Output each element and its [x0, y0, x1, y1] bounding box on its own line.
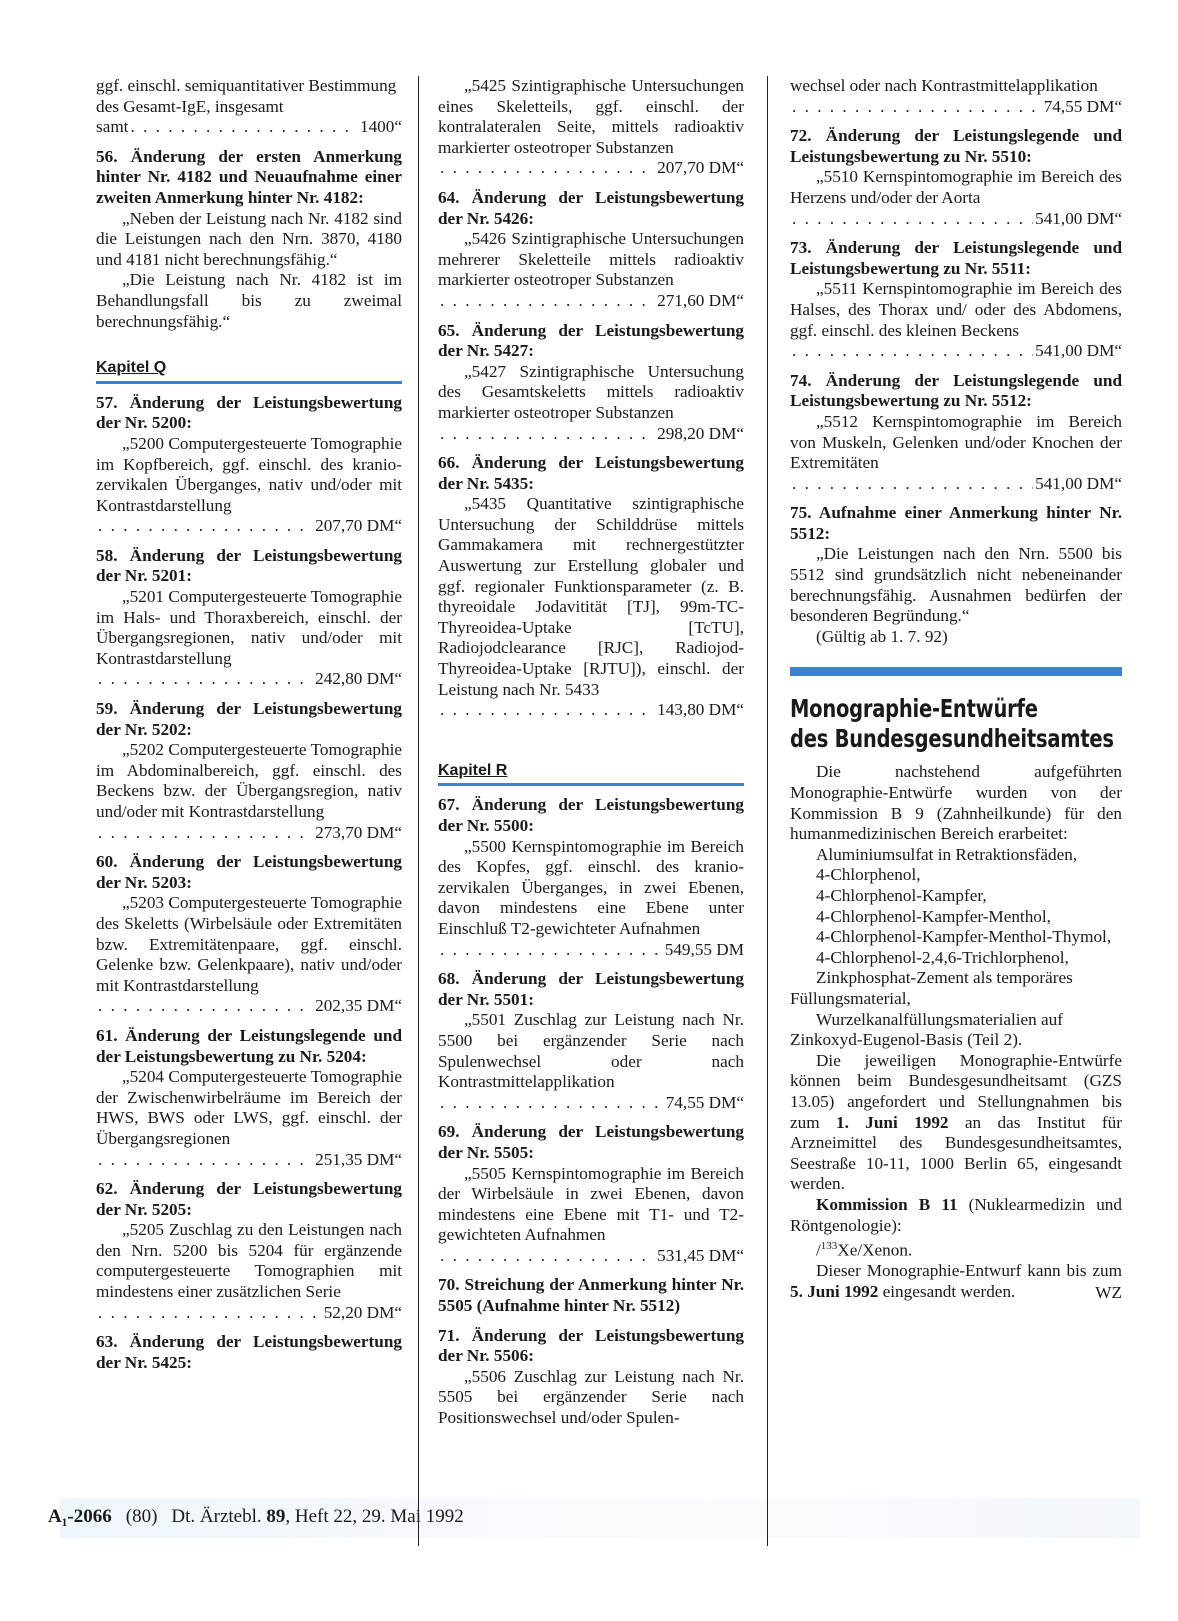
page-number: (80) [125, 1506, 158, 1527]
intro-paragraph: Die nachstehend aufgeführten Monographie-Entwürfe wurden von der Kommission B 9 (Zahnheilkunde) für den humanmedizinischen Bereich erarbeitet: [790, 762, 1122, 844]
validity-note: (Gültig ab 1. 7. 92) [816, 626, 948, 646]
heading-69: 69. Änderung der Leistungsbewertung der Nr. 5505: [438, 1122, 744, 1162]
entry-text: wechsel oder nach Kontrastmittelapplikation [790, 76, 1098, 95]
heading-57: 57. Änderung der Leistungsbewertung der Nr. 5200: [96, 392, 402, 433]
section-divider-bar [790, 667, 1122, 676]
entry-text: „5435 Quantitative szintigraphische Untersuchung der Schilddrüse mittels Gammakamera mit rechnergestützter Auswertung zur Erstellung globaler und ggf. regionaler Funktionsparameter (z. B. thyreoidale Jodavitität [TJ], 99m-TC-Thyreoidea-Uptake [TcTU], Radiojodclearance [RJC], Radiojod-Thyreoidea-Uptake [RJTU]), einschl. der Leistung nach Nr. 5433 [438, 494, 744, 699]
entry-price: 74,55 DM“ [665, 1092, 744, 1112]
entry-5204 [96, 1067, 402, 1170]
list-item: 4-Chlorphenol, [816, 865, 921, 885]
submission-text-a: Die jeweiligen Monographie-Entwürfe können beim Bundesgesundheitsamt (GZS 13.05) angefordert und Stellungnahmen bis zum [790, 1050, 1122, 1132]
entry-5200 [96, 434, 402, 537]
entry-5501 [438, 1010, 744, 1113]
entry-price: 271,60 DM“ [657, 290, 744, 310]
entry-text: „5510 Kernspintomographie im Bereich des Herzens und/oder der Aorta [790, 167, 1122, 207]
entry-price: 143,80 DM“ [657, 700, 744, 720]
submission-paragraph [790, 1051, 1122, 1195]
entry-price: 207,70 DM“ [657, 158, 744, 178]
entry-text: „5205 Zuschlag zu den Leistungen nach den Nrn. 5200 bis 5204 für ergänzende computergesteuerte Tomographien mit mindestens einer zusätzlichen Serie [96, 1220, 402, 1302]
entry-price: 251,35 DM“ [315, 1149, 402, 1169]
entry-price: 1400“ [359, 117, 402, 137]
entry-text: „5200 Computergesteuerte Tomographie im Kopfbereich, ggf. einschl. des kranio-zervikalen Überganges, nativ und/oder mit Kontrastdarstellung [96, 433, 402, 515]
list-item: Zinkphosphat-Zement als temporäres Füllungsmaterial, [790, 968, 1073, 1008]
heading-63: 63. Änderung der Leistungsbewertung der Nr. 5425: [96, 1332, 402, 1372]
deadline-date-1: 1. Juni 1992 [835, 1112, 949, 1132]
commission-name: Kommission B 11 [816, 1194, 958, 1214]
entry-price: 531,45 DM“ [657, 1245, 744, 1265]
column-3 [790, 76, 1122, 1303]
heading-56: 56. Änderung der ersten Anmerkung hinter Nr. 4182 und Neuaufnahme einer zweiten Anmerkung hinter Nr. 4182: [96, 146, 402, 207]
list-item: 4-Chlorphenol-Kampfer, [816, 886, 987, 905]
entry-text: „5505 Kernspintomographie im Bereich der Wirbelsäule in zwei Ebenen, davon mindestens eine Ebene mit T1- und T2-gewichteten Aufnahmen [438, 1163, 744, 1245]
entry-5205 [96, 1220, 402, 1323]
entry-price: 52,20 DM“ [323, 1302, 402, 1322]
entry-price: 541,00 DM“ [1035, 208, 1122, 228]
column-divider-1 [418, 76, 419, 1546]
entry-5500 [438, 837, 744, 961]
xenon-item: /$^{133}$Xe/Xenon. [816, 1240, 913, 1260]
column-2 [438, 76, 744, 1429]
entry-text: „5426 Szintigraphische Untersuchungen mehrerer Skeletteile mittels radioaktiv markierter osteotroper Substanzen [438, 229, 744, 290]
entry-text: ggf. einschl. semiquantitativer Bestimmung des Gesamt-IgE, insgesamt [96, 76, 397, 116]
entry-5506-continued [790, 76, 1122, 117]
entry-text: „5202 Computergesteuerte Tomographie im Abdominalbereich, ggf. einschl. des Beckens bzw. der Übergangsregion, nativ und/oder mit Kontrastdarstellung [96, 740, 402, 821]
column-1 [96, 76, 402, 1373]
text-56a: „Neben der Leistung nach Nr. 4182 sind die Leistungen nach den Nrn. 3870, 4180 und 4181 nicht berechnungsfähig.“ [96, 208, 402, 269]
text-56b: „Die Leistung nach Nr. 4182 ist im Behandlungsfall bis zu zweimal berechnungsfähig.“ [96, 270, 402, 331]
author-signature: WZ [1095, 1282, 1122, 1302]
deadline-paragraph: Dieser Monographie-Entwurf kann bis zum 5. Juni 1992 eingesandt werden. [790, 1261, 1122, 1302]
entry-price: 298,20 DM“ [657, 423, 744, 443]
entry-text: „5425 Szintigraphische Untersuchungen eines Skeletteils, ggf. einschl. der kontralateralen Seite, mittels radioaktiv markierter osteotroper Substanzen [438, 76, 744, 157]
heading-62: 62. Änderung der Leistungsbewertung der Nr. 5205: [96, 1179, 402, 1219]
entry-5505 [438, 1164, 744, 1267]
list-item: 4-Chlorphenol-2,4,6-Trichlorphenol, [816, 947, 1069, 967]
heading-70: 70. Streichung der Anmerkung hinter Nr. 5505 (Aufnahme hinter Nr. 5512) [438, 1275, 744, 1316]
heading-73: 73. Änderung der Leistungslegende und Leistungsbewertung zu Nr. 5511: [790, 238, 1122, 278]
volume-number: 89 [266, 1506, 286, 1527]
entry-5511 [790, 279, 1122, 361]
entry-5426 [438, 229, 744, 311]
isotope-number: 133 [820, 1240, 838, 1253]
article-title-line-1: Monographie-Entwürfe [790, 694, 1038, 724]
heading-65: 65. Änderung der Leistungsbewertung der Nr. 5427: [438, 320, 744, 361]
heading-61: 61. Änderung der Leistungslegende und der Leistungsbewertung zu Nr. 5204: [96, 1025, 402, 1066]
entry-price: 202,35 DM“ [315, 996, 402, 1016]
commission-b11 [790, 1195, 1122, 1236]
entry-text-5506: „5506 Zuschlag zur Leistung nach Nr. 5505 bei ergänzender Serie nach Positionswechsel und/oder Spulen- [438, 1366, 744, 1428]
entry-5435 [438, 494, 744, 721]
journal-citation: Dt. Ärztebl. 89, Heft 22, 29. Mai 1992 [171, 1506, 464, 1527]
heading-71: 71. Änderung der Leistungsbewertung der Nr. 5506: [438, 1325, 744, 1366]
heading-74: 74. Änderung der Leistungslegende und Leistungsbewertung zu Nr. 5512: [790, 370, 1122, 411]
entry-text: „5203 Computergesteuerte Tomographie des Skeletts (Wirbelsäule oder Extremitäten bzw. Extremitätenpaare, ggf. einschl. Gelenke bzw. Gelenkpaare), nativ und/oder mit Kontrastdarstellung [96, 893, 402, 995]
heading-64: 64. Änderung der Leistungsbewertung der Nr. 5426: [438, 187, 744, 228]
section-heading-kapitel-r: Kapitel R [438, 761, 744, 787]
entry-5201 [96, 587, 402, 690]
commission-desc: (Nuklearmedizin und Röntgenologie): [790, 1194, 1122, 1235]
entry-text: „5204 Computergesteuerte Tomographie der Zwischenwirbelräume im Bereich der HWS, BWS oder LWS, ggf. einschl. der Übergangsregionen [96, 1067, 402, 1148]
entry-price: 541,00 DM“ [1035, 473, 1122, 493]
heading-58: 58. Änderung der Leistungsbewertung der Nr. 5201: [96, 545, 402, 586]
article-title [790, 694, 1125, 754]
entry-5203 [96, 893, 402, 1017]
entry-price: 207,70 DM“ [315, 516, 402, 536]
heading-75: 75. Aufnahme einer Anmerkung hinter Nr. 5512: [790, 503, 1122, 543]
entry-text: „5501 Zuschlag zur Leistung nach Nr. 5500 bei ergänzender Serie nach Spulenwechsel oder nach Kontrastmittelapplikation [438, 1010, 744, 1092]
article-title-line-2: des Bundesgesundheitsamtes [790, 724, 1114, 754]
entry-price: 549,55 DM [664, 939, 744, 959]
page-footer [48, 1506, 464, 1528]
entry-text: „5201 Computergesteuerte Tomographie im Hals- und Thoraxbereich, einschl. der Übergangsregionen, nativ und/oder mit Kontrastdarstellung [96, 587, 402, 668]
text-75: „Die Leistungen nach den Nrn. 5500 bis 5512 sind grundsätzlich nicht nebeneinander berechnungsfähig. Ausnahmen bedürfen der besonderen Begründung.“ [790, 544, 1122, 626]
entry-5425 [438, 76, 744, 179]
entry-price: 74,55 DM“ [1043, 96, 1122, 116]
entry-price: 541,00 DM“ [1035, 341, 1122, 361]
heading-68: 68. Änderung der Leistungsbewertung der Nr. 5501: [438, 969, 744, 1009]
section-heading-kapitel-q: Kapitel Q [96, 358, 402, 384]
list-item: 4-Chlorphenol-Kampfer-Menthol, [816, 906, 1051, 926]
page-code: A₁-2066 [48, 1506, 112, 1527]
entry-text: „5500 Kernspintomographie im Bereich des Kopfes, ggf. einschl. des kranio-zervikalen Überganges, in zwei Ebenen, davon mindestens eine Ebene unter Einschluß T2-gewichteter Aufnahmen [438, 836, 744, 938]
deadline-date-2: 5. Juni 1992 [790, 1282, 879, 1302]
entry-text: „5511 Kernspintomographie im Bereich des Halses, des Thorax und/ oder des Abdomens, ggf. einschl. des kleinen Beckens [790, 279, 1122, 340]
list-item: Aluminiumsulfat in Retraktionsfäden, [816, 844, 1078, 864]
heading-60: 60. Änderung der Leistungsbewertung der Nr. 5203: [96, 852, 402, 892]
heading-67: 67. Änderung der Leistungsbewertung der Nr. 5500: [438, 795, 744, 835]
entry-price: 273,70 DM“ [315, 822, 402, 842]
entry-5510 [790, 167, 1122, 229]
entry-5512 [790, 412, 1122, 494]
heading-59: 59. Änderung der Leistungsbewertung der Nr. 5202: [96, 699, 402, 739]
heading-66: 66. Änderung der Leistungsbewertung der Nr. 5435: [438, 453, 744, 493]
heading-72: 72. Änderung der Leistungslegende und Leistungsbewertung zu Nr. 5510: [790, 126, 1122, 166]
entry-5202 [96, 740, 402, 843]
entry-continued: ggf. einschl. semiquantitativer Bestimmung des Gesamt-IgE, insgesamt samt . . . 1400“ [96, 76, 402, 138]
entry-price: 242,80 DM“ [315, 669, 402, 689]
submission-text-b: an das Institut für Arzneimittel des Bundesgesundheitsamtes, Seestraße 10-11, 1000 Berlin 65, eingesandt werden. [790, 1112, 1122, 1194]
list-item: Wurzelkanalfüllungsmaterialien auf Zinkoxyd-Eugenol-Basis (Teil 2). [790, 1009, 1063, 1050]
column-divider-2 [767, 76, 768, 1546]
monograph-list [790, 845, 1122, 1051]
entry-text: „5427 Szintigraphische Untersuchung des Gesamtskeletts mittels radioaktiv markierter osteotroper Substanzen [438, 361, 744, 422]
entry-text: „5512 Kernspintomographie im Bereich von Muskeln, Gelenken und/oder Knochen der Extremitäten [790, 411, 1122, 473]
entry-5427 [438, 362, 744, 444]
list-item: 4-Chlorphenol-Kampfer-Menthol-Thymol, [816, 927, 1112, 947]
